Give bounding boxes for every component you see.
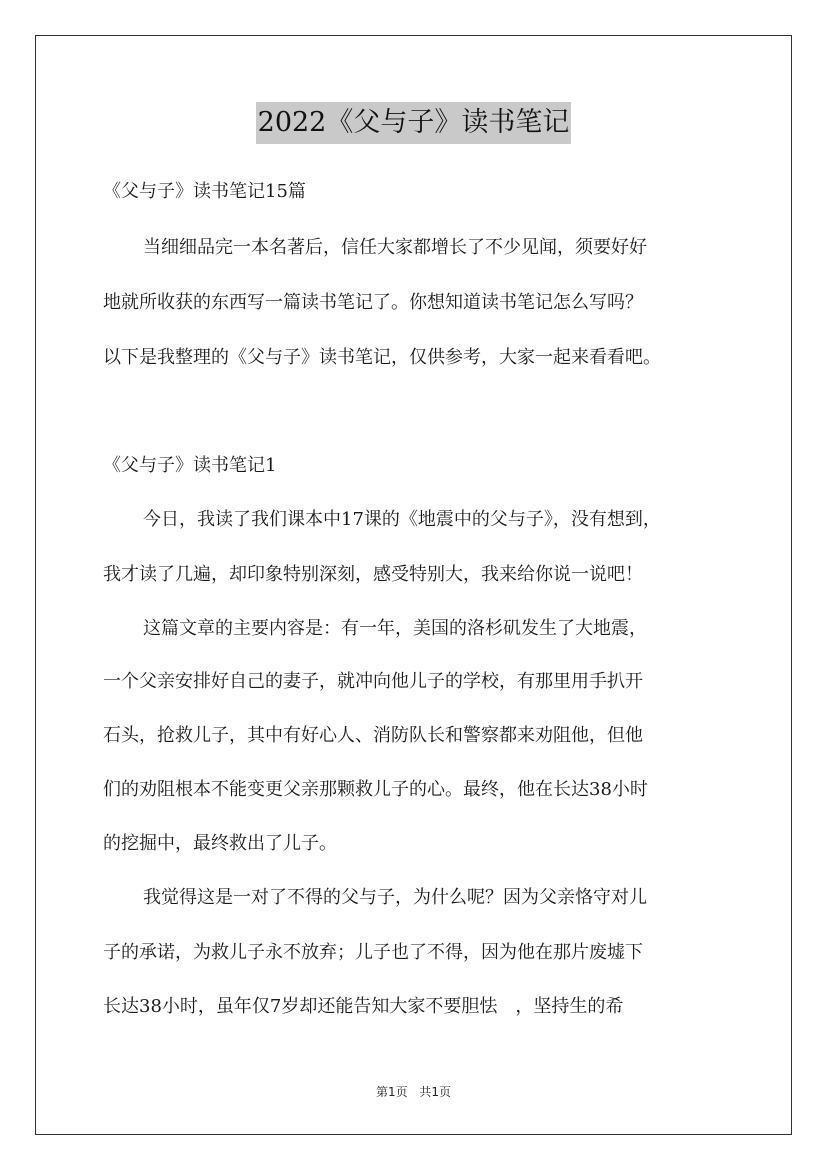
- body-line: 今日，我读了我们课本中17课的《地震中的父与子》，没有想到，: [143, 509, 661, 530]
- subtitle: 《父与子》读书笔记15篇: [103, 181, 306, 202]
- section-heading: 《父与子》读书笔记1: [103, 455, 277, 476]
- body-line: 我才读了几遍，却印象特别深刻，感受特别大，我来给你说一说吧！: [103, 564, 643, 585]
- body-line: 长达38小时，虽年仅7岁却还能告知大家不要胆怯 ，坚持生的希: [103, 996, 624, 1017]
- document-title: 2022《父与子》读书笔记: [256, 102, 572, 144]
- body-line: 这篇文章的主要内容是：有一年，美国的洛杉矶发生了大地震，: [143, 618, 647, 639]
- body-line: 们的劝阻根本不能变更父亲那颗救儿子的心。最终，他在长达38小时: [103, 779, 648, 800]
- intro-line: 地就所收获的东西写一篇读书笔记了。你想知道读书笔记怎么写吗？: [103, 292, 643, 313]
- intro-line: 当细细品完一本名著后，信任大家都增长了不少见闻，须要好好: [143, 237, 647, 258]
- page-footer: [0, 1083, 827, 1100]
- body-line: 我觉得这是一对了不得的父与子，为什么呢？因为父亲恪守对儿: [143, 887, 647, 908]
- body-line: 石头，抢救儿子，其中有好心人、消防队长和警察都来劝阻他，但他: [103, 725, 643, 746]
- page-total: 共1页: [419, 1085, 452, 1099]
- intro-line: 以下是我整理的《父与子》读书笔记，仅供参考，大家一起来看看吧。: [103, 347, 661, 368]
- body-line: 子的承诺，为救儿子永不放弃；儿子也了不得，因为他在那片废墟下: [103, 942, 643, 963]
- page-number: 第1页: [375, 1085, 408, 1099]
- body-line: 一个父亲安排好自己的妻子，就冲向他儿子的学校，有那里用手扒开: [103, 671, 643, 692]
- title-container: [0, 102, 827, 144]
- body-line: 的挖掘中，最终救出了儿子。: [103, 833, 337, 854]
